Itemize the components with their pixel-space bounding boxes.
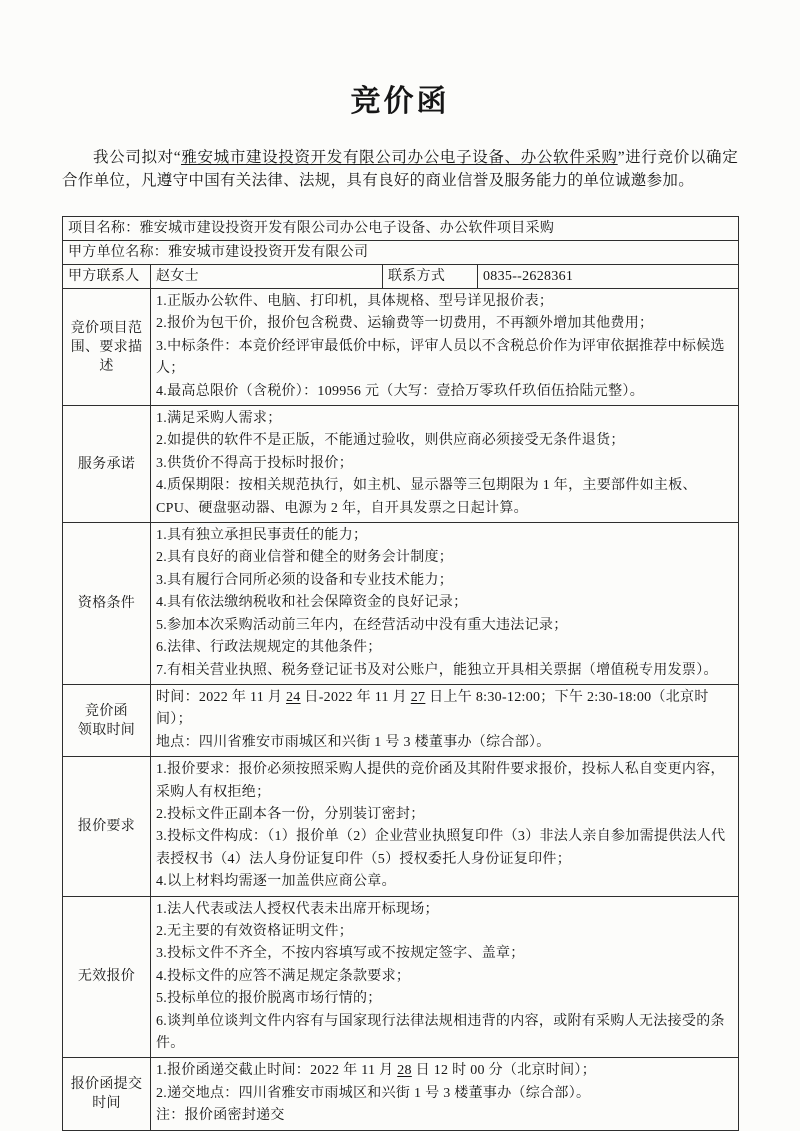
contact-method-label: 联系方式 — [383, 265, 478, 289]
underlined-date: 24 — [285, 689, 301, 705]
text-segment: 5.投标单位的报价脱离市场行情的； — [156, 991, 382, 1007]
section-line — [156, 291, 733, 313]
section-line — [156, 966, 733, 988]
bidding-table — [62, 216, 739, 1131]
section-line — [156, 453, 733, 475]
text-segment: 6.法律、行政法规规定的其他条件； — [156, 640, 382, 656]
project-name-row — [63, 217, 739, 241]
project-name-cell: 项目名称：雅安城市建设投资开发有限公司办公电子设备、办公软件项目采购 — [63, 217, 739, 241]
section-label-line: 服务承诺 — [77, 456, 136, 472]
text-segment: 地点：四川省雅安市雨城区和兴街 1 号 3 楼董事办（综合部）。 — [156, 734, 551, 750]
section-label-line: 报价函提交 — [70, 1077, 143, 1093]
section-line — [156, 475, 733, 520]
section-line — [156, 637, 733, 659]
text-segment: 1.法人代表或法人授权代表未出席开标现场； — [156, 901, 439, 917]
intro-project-name: 雅安城市建设投资开发有限公司办公电子设备、办公软件采购 — [180, 149, 618, 166]
section-content — [151, 896, 739, 1058]
section-label-line: 竞价项目范 — [70, 320, 143, 336]
section-row — [63, 684, 739, 756]
section-line — [156, 988, 733, 1010]
party-a-cell: 甲方单位名称：雅安城市建设投资开发有限公司 — [63, 241, 739, 265]
text-segment: 4.具有依法缴纳税收和社会保障资金的良好记录； — [156, 595, 468, 611]
text-segment: 2.具有良好的商业信誉和健全的财务会计制度； — [156, 550, 454, 566]
section-line — [156, 1105, 733, 1127]
section-line — [156, 826, 733, 871]
text-segment: 注：报价函密封递交 — [156, 1108, 285, 1124]
section-label-line: 围、要求描述 — [70, 339, 143, 374]
section-label-line: 资格条件 — [77, 595, 136, 611]
section-content — [151, 757, 739, 896]
section-row — [63, 406, 739, 523]
text-segment: 6.谈判单位谈判文件内容有与国家现行法律法规相违背的内容，或附有采购人无法接受的条件。 — [156, 1013, 725, 1051]
text-segment: 1.报价要求：报价必须按照采购人提供的竞价函及其附件要求报价，投标人私自变更内容，采购人有权拒绝； — [156, 762, 725, 800]
text-segment: 4.投标文件的应答不满足规定条款要求； — [156, 968, 411, 984]
section-content — [151, 289, 739, 406]
section-row — [63, 523, 739, 685]
page-title: 竞价函 — [350, 85, 450, 118]
section-row — [63, 289, 739, 406]
text-segment: 4.以上材料均需逐一加盖供应商公章。 — [156, 874, 396, 890]
intro-suffix: ”进行竞价以确定合作单位，凡遵守中国有关法律、法规，具有良好的商业信誉及服务能力的单位诚邀参加。 — [62, 149, 738, 189]
section-line — [156, 899, 733, 921]
text-segment: 2.投标文件正副本各一份，分别装订密封； — [156, 806, 425, 822]
text-segment: 4.质保期限：按相关规范执行，如主机、显示器等三包期限为 1 年，主要部件如主板、CPU、硬盘驱动器、电源为 2 年，自开具发票之日起计算。 — [156, 478, 697, 516]
text-segment: 3.中标条件：本竞价经评审最低价中标，评审人员以不含税总价作为评审依据推荐中标候选人； — [156, 338, 725, 377]
section-content — [151, 1058, 739, 1130]
contact-label: 甲方联系人 — [63, 265, 151, 289]
section-line — [156, 430, 733, 452]
text-segment: 日上午 8:30-12:00；下午 2:30-18:00（北京时间）； — [156, 689, 709, 728]
section-line — [156, 408, 733, 430]
text-segment: 3.投标文件不齐全，不按内容填写或不按规定签字、盖章； — [156, 946, 525, 962]
intro-paragraph — [62, 146, 738, 192]
section-content — [151, 406, 739, 523]
text-segment: 3.投标文件构成：（1）报价单（2）企业营业执照复印件（3）非法人亲自参加需提供法人代表授权书（4）法人身份证复印件（5）授权委托人身份证复印件； — [156, 829, 726, 867]
section-label — [63, 1058, 151, 1130]
sections-body — [63, 289, 739, 1131]
section-label — [63, 289, 151, 406]
text-segment: 时间：2022 年 11 月 — [156, 689, 286, 705]
text-segment: 3.具有履行合同所必须的设备和专业技术能力； — [156, 572, 454, 588]
underlined-date: 28 — [397, 1063, 412, 1079]
section-line — [156, 336, 733, 381]
text-segment: 5.参加本次采购活动前三年内，在经营活动中没有重大违法记录； — [156, 617, 568, 633]
text-segment: 1.满足采购人需求； — [156, 411, 282, 427]
section-content — [151, 684, 739, 756]
section-line — [156, 732, 733, 754]
underlined-date: 27 — [410, 689, 426, 705]
text-segment: 2.报价为包干价，报价包含税费、运输费等一切费用，不再额外增加其他费用； — [156, 316, 654, 332]
section-label — [63, 523, 151, 685]
text-segment: 2.无主要的有效资格证明文件； — [156, 923, 353, 939]
text-segment: 日-2022 年 11 月 — [300, 689, 411, 705]
text-segment: 1.报价函递交截止时间：2022 年 11 月 — [156, 1063, 398, 1079]
section-label — [63, 406, 151, 523]
section-line — [156, 1011, 733, 1056]
section-label — [63, 757, 151, 896]
section-line — [156, 943, 733, 965]
section-line — [156, 660, 733, 682]
section-line — [156, 687, 733, 732]
contact-name: 赵女士 — [151, 265, 383, 289]
section-label-line: 领取时间 — [77, 722, 136, 738]
section-line — [156, 592, 733, 614]
section-line — [156, 1083, 733, 1105]
section-line — [156, 525, 733, 547]
text-segment: 4.最高总限价（含税价）：109956 元（大写：壹拾万零玖仟玖佰伍拾陆元整）。 — [156, 383, 644, 399]
section-line — [156, 381, 733, 403]
section-content — [151, 523, 739, 685]
section-row — [63, 757, 739, 896]
section-line — [156, 570, 733, 592]
text-segment: 1.正版办公软件、电脑、打印机，具体规格、型号详见报价表； — [156, 294, 554, 309]
section-line — [156, 547, 733, 569]
intro-prefix: 我公司拟对“ — [93, 149, 181, 166]
section-line — [156, 1060, 733, 1082]
section-line — [156, 804, 733, 826]
section-line — [156, 871, 733, 893]
section-line — [156, 615, 733, 637]
section-row — [63, 1058, 739, 1130]
text-segment: 2.递交地点：四川省雅安市雨城区和兴街 1 号 3 楼董事办（综合部）。 — [156, 1085, 591, 1101]
section-label-line: 报价要求 — [77, 818, 136, 834]
section-line — [156, 921, 733, 943]
contact-phone: 0835--2628361 — [478, 265, 739, 289]
contact-row — [63, 265, 739, 289]
party-a-row — [63, 241, 739, 265]
section-label-line: 时间 — [92, 1096, 121, 1112]
section-row — [63, 896, 739, 1058]
text-segment: 7.有相关营业执照、税务登记证书及对公账户，能独立开具相关票据（增值税专用发票）。 — [156, 662, 718, 678]
text-segment: 3.供货价不得高于投标时报价； — [156, 455, 353, 471]
text-segment: 2.如提供的软件不是正版，不能通过验收，则供应商必须接受无条件退货； — [156, 433, 625, 449]
section-label — [63, 896, 151, 1058]
section-label-line: 竞价函 — [85, 703, 128, 719]
section-label — [63, 684, 151, 756]
section-line — [156, 313, 733, 335]
section-label-line: 无效报价 — [77, 969, 136, 985]
text-segment: 1.具有独立承担民事责任的能力； — [156, 528, 368, 544]
text-segment: 日 12 时 00 分（北京时间）； — [411, 1063, 596, 1079]
section-line — [156, 759, 733, 804]
